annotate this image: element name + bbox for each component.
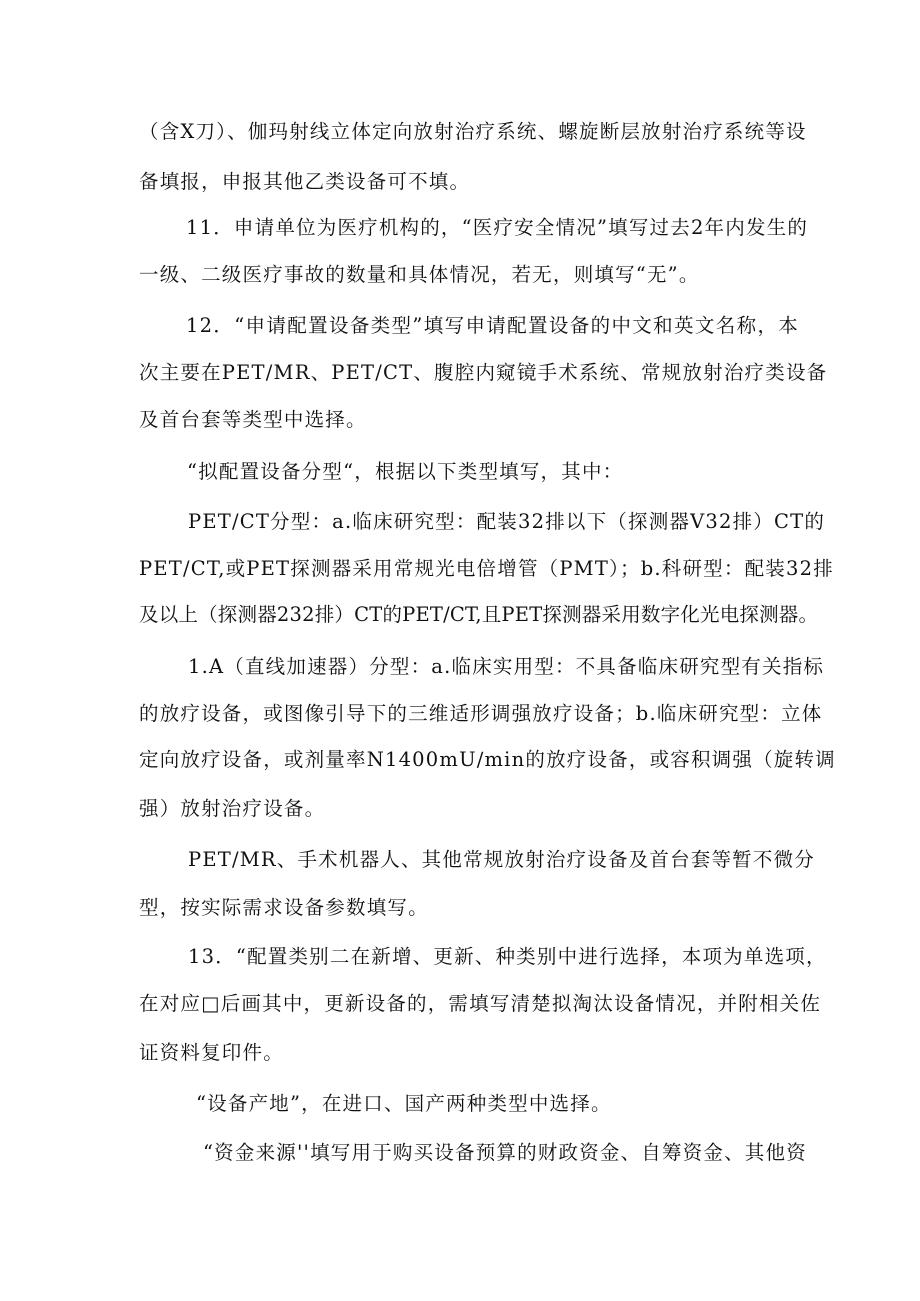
text-line: 12．“申请配置设备类型”填写申请配置设备的中文和英文名称，本 [186,314,799,337]
text-line: （含X刀）、伽玛射线立体定向放射治疗系统、螺旋断层放射治疗系统等设 [139,120,807,143]
text-line: 1.A（直线加速器）分型：a.临床实用型：不具备临床研究型有关指标 [188,655,825,678]
text-line: 型，按实际需求设备参数填写。 [139,896,429,919]
text-line: 备填报，申报其他乙类设备可不填。 [139,170,471,193]
text-line: “拟配置设备分型“，根据以下类型填写，其中： [187,460,624,483]
text-line: 及首台套等类型中选择。 [139,408,367,431]
text-line: 定向放疗设备，或剂量率N1400mU∕min的放疗设备，或容积调强（旋转调 [139,748,836,771]
text-line: 一级、二级医疗事故的数量和具体情况，若无，则填写“无”。 [139,263,700,286]
text-line: PET/CT,或PET探测器采用常规光电倍增管（PMT）；b.科研型：配装32排 [139,557,834,580]
text-line: 13．“配置类别二在新增、更新、种类别中进行选择，本项为单选项， [188,945,827,968]
text-line: 次主要在PET/MR、PET/CT、腹腔内窥镜手术系统、常规放射治疗类设备 [139,361,828,384]
text-line: 在对应□后画其中，更新设备的，需填写清楚拟淘汰设备情况，并附相关佐 [139,992,822,1015]
text-line: 及以上（探测器232排）CT的PET/CT,且PET探测器采用数字化光电探测器。 [139,603,819,626]
text-line: 强）放射治疗设备。 [139,797,326,820]
text-line: “资金来源''填写用于购买设备预算的财政资金、自筹资金、其他资 [203,1141,807,1164]
text-line: PET/MR、手术机器人、其他常规放射治疗设备及首台套等暂不微分 [188,848,815,871]
text-line: 11．申请单位为医疗机构的，“医疗安全情况”填写过去2年内发生的 [186,216,809,239]
text-line: 证资料复印件。 [139,1041,284,1064]
text-line: “设备产地”，在进口、国产两种类型中选择。 [196,1092,612,1115]
text-line: 的放疗设备，或图像引导下的三维适形调强放疗设备；b.临床研究型：立体 [139,702,823,725]
text-line: PET/CT分型：a.临床研究型：配装32排以下（探测器V32排）CT的 [188,510,826,533]
